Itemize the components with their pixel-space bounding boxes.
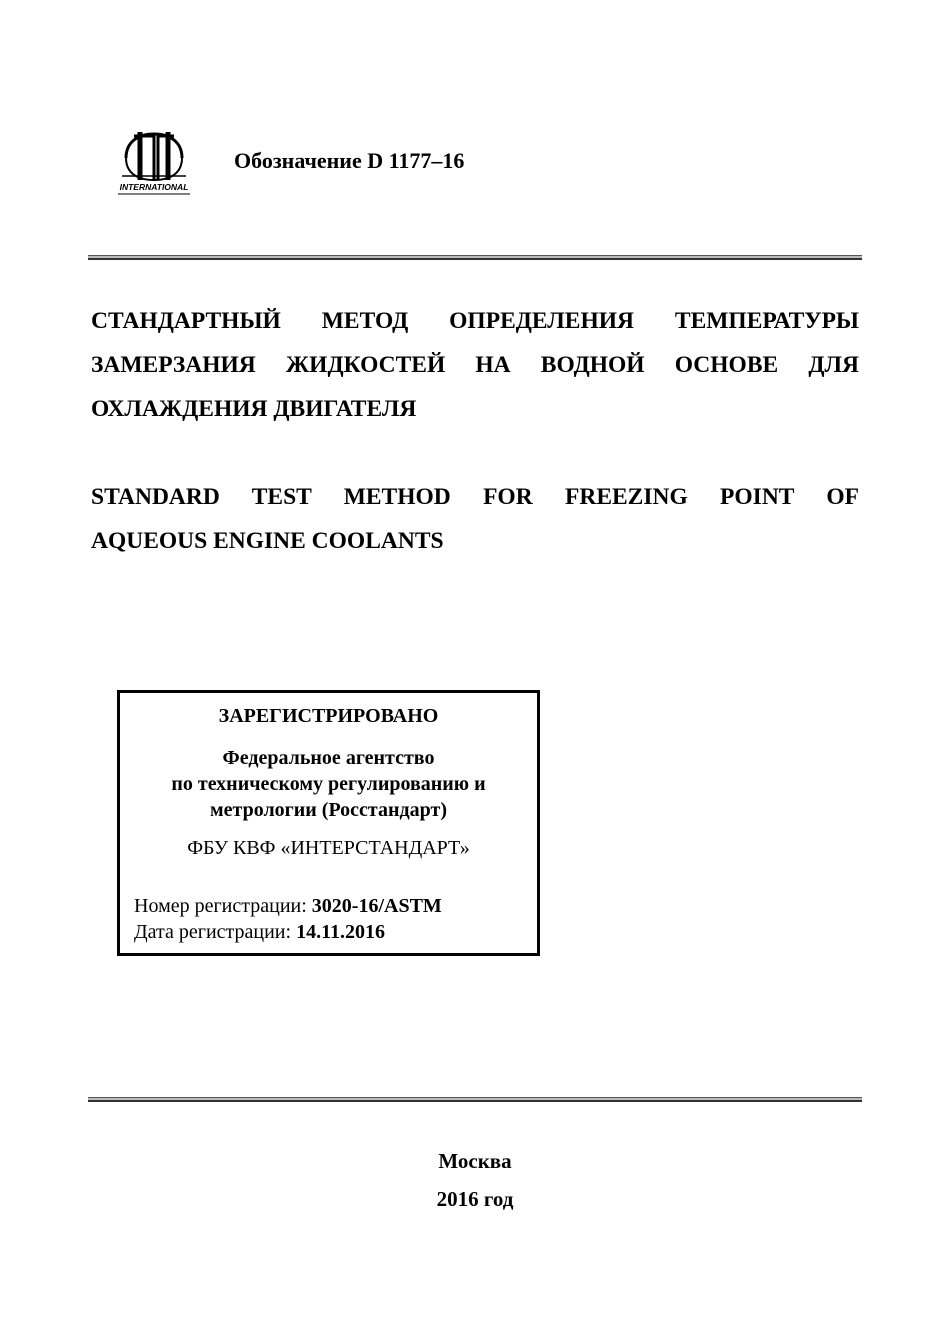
title-ru-line: СТАНДАРТНЫЙ МЕТОД ОПРЕДЕЛЕНИЯ ТЕМПЕРАТУРЫ xyxy=(91,308,859,334)
agency-line: по техническому регулированию и xyxy=(171,773,486,795)
astm-logo xyxy=(112,128,196,200)
bottom-divider xyxy=(88,1097,862,1102)
title-russian xyxy=(91,299,859,431)
title-ru-line: ЗАМЕРЗАНИЯ ЖИДКОСТЕЙ НА ВОДНОЙ ОСНОВЕ ДЛЯ xyxy=(91,352,859,378)
agency-line: метрологии (Росстандарт) xyxy=(210,799,447,821)
registration-box xyxy=(117,690,540,956)
registration-number-row xyxy=(134,895,442,918)
registration-date-value: 14.11.2016 xyxy=(296,921,385,943)
title-ru-line: ОХЛАЖДЕНИЯ ДВИГАТЕЛЯ xyxy=(91,396,417,422)
agency-line: Федеральное агентство xyxy=(222,747,435,769)
top-divider xyxy=(88,255,862,260)
organization-name: ФБУ КВФ «ИНТЕРСТАНДАРТ» xyxy=(187,837,470,859)
astm-logo-icon xyxy=(112,128,196,200)
registration-date-label: Дата регистрации: xyxy=(134,921,292,943)
agency-name xyxy=(120,745,537,823)
title-en-line: STANDARD TEST METHOD FOR FREEZING POINT OF xyxy=(91,484,859,510)
registration-heading: ЗАРЕГИСТРИРОВАНО xyxy=(218,705,439,727)
registration-number-label: Номер регистрации: xyxy=(134,895,307,917)
title-en-line: AQUEOUS ENGINE COOLANTS xyxy=(91,528,444,554)
registration-date-row xyxy=(134,921,385,944)
publication-city: Москва xyxy=(438,1149,512,1173)
logo-subtext: INTERNATIONAL xyxy=(119,182,189,192)
title-english xyxy=(91,475,859,563)
document-designation: Обозначение D 1177–16 xyxy=(234,148,465,173)
publication-year: 2016 год xyxy=(436,1187,514,1211)
registration-number-value: 3020-16/ASTM xyxy=(311,895,442,917)
